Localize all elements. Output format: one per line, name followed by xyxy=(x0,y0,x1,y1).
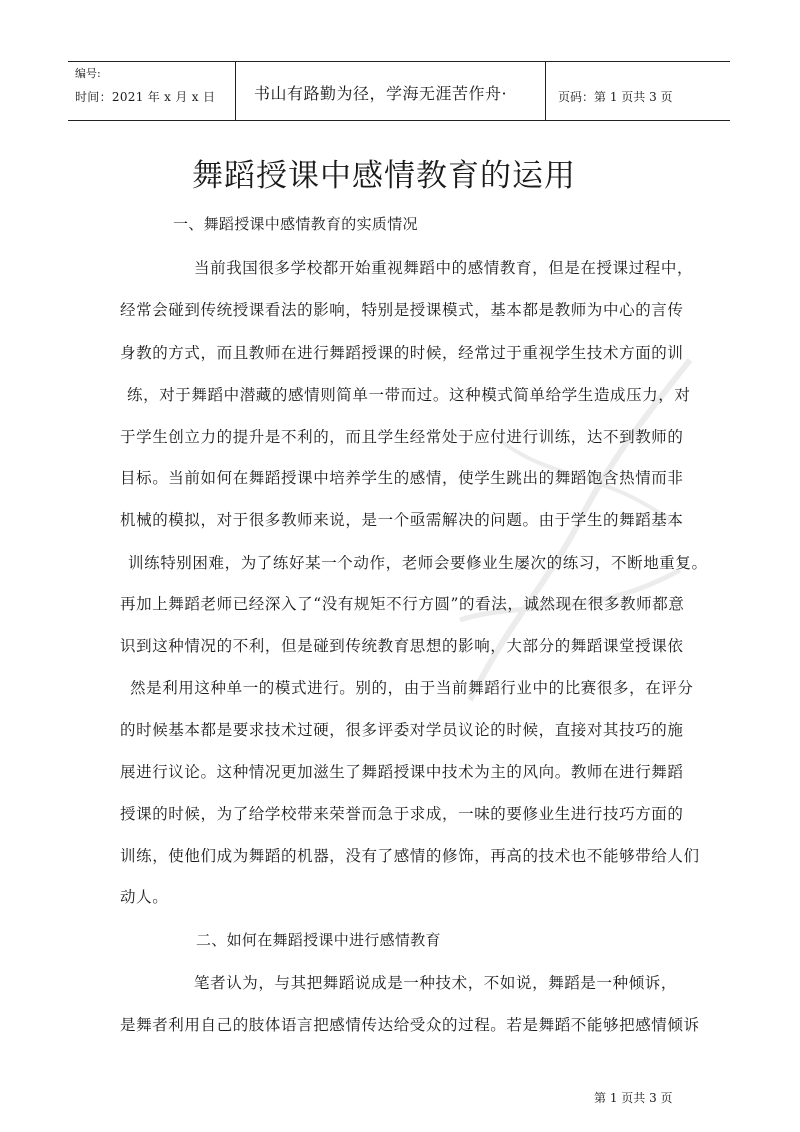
page-header xyxy=(68,61,730,121)
header-page-number: 页码：第 1 页共 3 页 xyxy=(558,90,673,104)
paragraph-line: 展进行议论。这种情况更加滋生了舞蹈授课中技术为主的风向。教师在进行舞蹈 xyxy=(120,763,684,781)
header-motto-cell xyxy=(236,62,546,120)
paragraph-line: 练，对于舞蹈中潜藏的感情则简单一带而过。这种模式简单给学生造成压力，对 xyxy=(127,386,691,404)
header-page-cell xyxy=(546,62,730,120)
page-footer: 第 1 页共 3 页 xyxy=(594,1091,673,1105)
paragraph-line: 识到这种情况的不利，但是碰到传统教育思想的影响，大部分的舞蹈课堂授课依 xyxy=(120,637,684,655)
paragraph-line: 动人。 xyxy=(120,888,169,906)
paragraph-line: 机械的模拟，对于很多教师来说，是一个亟需解决的问题。由于学生的舞蹈基本 xyxy=(120,511,684,529)
section-heading-2: 二、如何在舞蹈授课中进行感情教育 xyxy=(196,931,441,949)
section-heading-1: 一、舞蹈授课中感情教育的实质情况 xyxy=(173,215,418,233)
paragraph-line: 于学生创立力的提升是不利的，而且学生经常处于应付进行训练，达不到教师的 xyxy=(120,428,684,446)
document-time-label: 时间：2021 年 x 月 x 日 xyxy=(75,90,216,104)
paragraph-line: 目标。当前如何在舞蹈授课中培养学生的感情，使学生跳出的舞蹈饱含热情而非 xyxy=(120,469,684,487)
paragraph-line: 笔者认为，与其把舞蹈说成是一种技术，不如说，舞蹈是一种倾诉， xyxy=(194,974,678,992)
paragraph-line: 经常会碰到传统授课看法的影响，特别是授课模式，基本都是教师为中心的言传 xyxy=(120,301,684,319)
paragraph-line: 训练，使他们成为舞蹈的机器，没有了感情的修饰，再高的技术也不能够带给人们 xyxy=(120,847,700,865)
paragraph-line: 授课的时候，为了给学校带来荣誉而急于求成，一味的要修业生进行技巧方面的 xyxy=(120,805,684,823)
paragraph-line: 身教的方式，而且教师在进行舞蹈授课的时候，经常过于重视学生技术方面的训 xyxy=(120,344,684,362)
document-number-label: 编号: xyxy=(75,67,101,80)
paragraph-line: 然是利用这种单一的模式进行。别的，由于当前舞蹈行业中的比赛很多，在评分 xyxy=(130,679,694,697)
paragraph-line: 训练特别困难，为了练好某一个动作，老师会要修业生屡次的练习，不断地重复。 xyxy=(128,554,708,572)
document-title: 舞蹈授课中感情教育的运用 xyxy=(192,158,576,194)
paragraph-line: 再加上舞蹈老师已经深入了“没有规矩不行方圆”的看法，诚然现在很多教师都意 xyxy=(120,595,685,613)
header-motto: 书山有路勤为径，学海无涯苦作舟· xyxy=(254,84,508,103)
paragraph-line: 的时候基本都是要求技术过硬，很多评委对学员议论的时候，直接对其技巧的施 xyxy=(120,721,684,739)
paragraph-line: 当前我国很多学校都开始重视舞蹈中的感情教育，但是在授课过程中， xyxy=(194,259,694,277)
header-info-cell xyxy=(68,62,236,120)
paragraph-line: 是舞者利用自己的肢体语言把感情传达给受众的过程。若是舞蹈不能够把感情倾诉 xyxy=(120,1016,700,1034)
